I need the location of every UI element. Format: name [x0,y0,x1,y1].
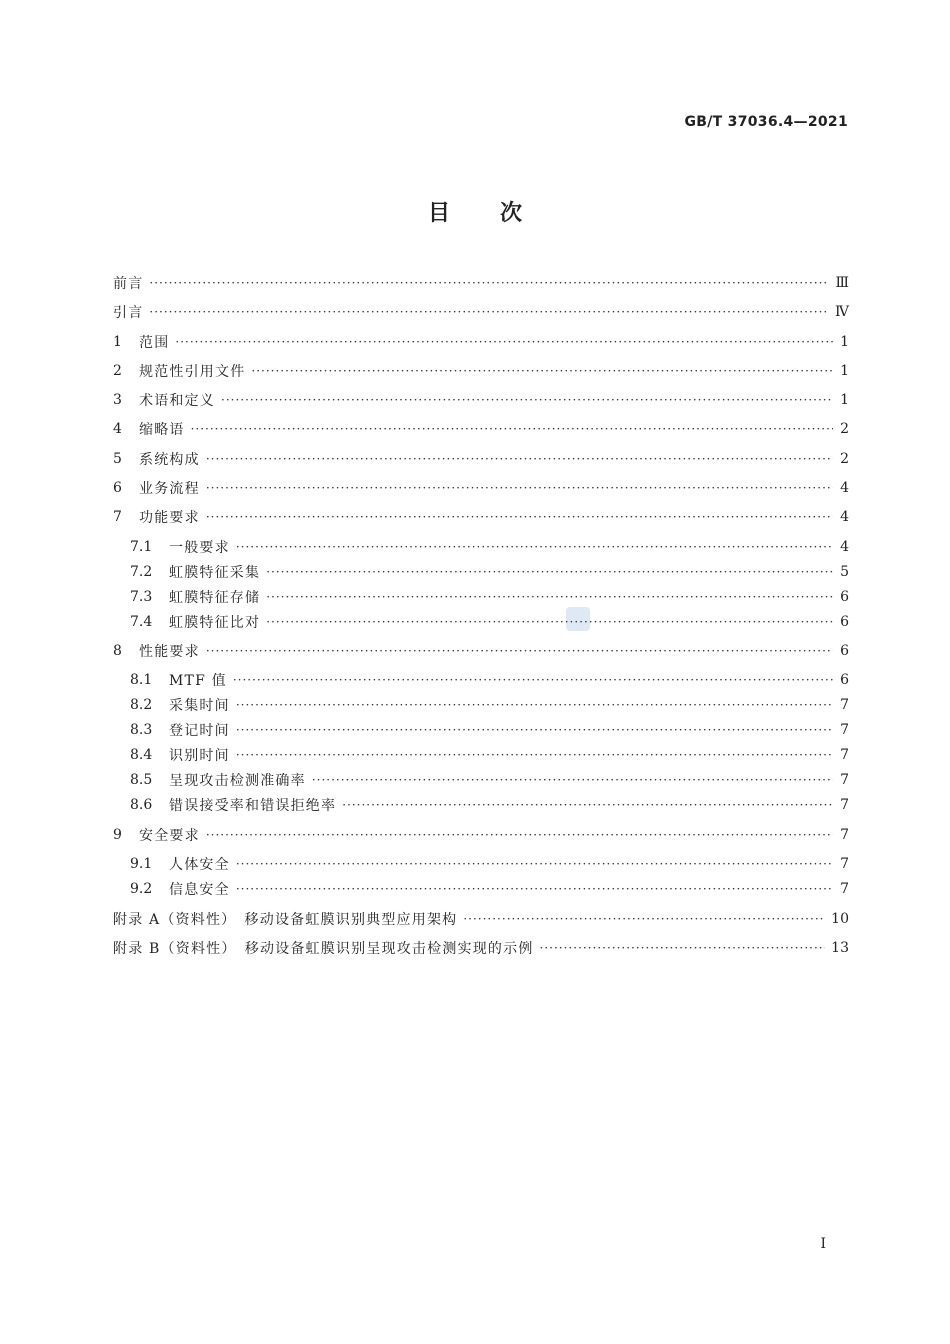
toc-entry-label: 虹膜特征比对 [169,615,261,631]
toc-entry-label: 系统构成 [139,452,200,468]
toc-entry-label: 引言 [113,305,144,321]
toc-leader-dots [149,276,829,290]
toc-entry-number: 1 [113,334,122,350]
toc-entry-number: 8.1 [130,672,153,688]
toc-leader-dots [206,828,833,842]
page-title: 目次 [427,201,572,226]
toc-entry[interactable] [113,448,849,470]
toc-leader-dots [266,590,833,604]
toc-entry[interactable] [130,586,849,608]
toc-entry-number: 8 [113,643,122,659]
toc-entry[interactable] [113,360,849,382]
toc-entry[interactable] [113,824,849,846]
toc-leader-dots [342,798,833,812]
toc-entry-label: 功能要求 [139,510,200,526]
toc-entry-page: 10 [831,911,849,927]
toc-entry[interactable] [130,536,849,558]
toc-leader-dots [236,723,833,737]
toc-entry-label: 前言 [113,276,144,292]
toc-entry-page: 13 [831,940,849,956]
toc-leader-dots [463,912,825,926]
toc-entry-label: 规范性引用文件 [139,364,246,380]
toc-entry-number: 8.2 [130,697,153,713]
toc-entry-page: 7 [840,827,849,843]
toc-entry[interactable] [130,719,849,741]
toc-entry-page: 2 [840,451,849,467]
toc-entry-page: 7 [840,772,849,788]
toc-entry-label: 业务流程 [139,481,200,497]
toc-entry-label: 范围 [139,335,170,351]
toc-leader-dots [236,540,833,554]
toc-entry-label: 虹膜特征采集 [169,565,261,581]
toc-entry-number: 8.5 [130,772,153,788]
toc-entry-page: 7 [840,881,849,897]
toc-entry[interactable] [113,389,849,411]
toc-leader-dots [221,393,833,407]
toc-entry[interactable] [130,853,849,875]
toc-entry-label: MTF 值 [169,673,227,689]
toc-entry[interactable] [130,878,849,900]
toc-entry[interactable] [113,908,849,930]
toc-entry[interactable] [113,272,849,294]
toc-entry[interactable] [130,794,849,816]
toc-entry-page: 6 [840,589,849,605]
toc-entry-page: 1 [840,334,849,350]
toc-leader-dots [149,305,829,319]
toc-entry[interactable] [130,611,849,633]
toc-entry-label: 错误接受率和错误拒绝率 [169,798,337,814]
toc-entry-number: 8.3 [130,722,153,738]
toc-entry-page: 7 [840,722,849,738]
toc-entry-number: 7 [113,509,122,525]
toc-entry-number: 7.3 [130,589,153,605]
toc-entry-label: 术语和定义 [139,393,215,409]
toc-entry-page: Ⅳ [835,304,849,320]
toc-entry-page: 5 [840,564,849,580]
toc-entry-page: 1 [840,392,849,408]
toc-entry[interactable] [130,769,849,791]
toc-entry-label: 呈现攻击检测准确率 [169,773,306,789]
toc-leader-dots [191,422,833,436]
toc-entry[interactable] [130,744,849,766]
toc-entry-page: 4 [840,509,849,525]
toc-entry-label: 缩略语 [139,422,185,438]
toc-entry-page: 7 [840,797,849,813]
toc-entry[interactable] [130,561,849,583]
toc-leader-dots [236,857,833,871]
toc-entry-page: 4 [840,480,849,496]
toc-entry-number: 7.2 [130,564,153,580]
toc-leader-dots [266,565,833,579]
toc-entry-page: 2 [840,421,849,437]
toc-leader-dots [206,481,833,495]
toc-entry-number: 7.4 [130,614,153,630]
toc-leader-dots [266,615,833,629]
toc-entry-number: 8.6 [130,797,153,813]
toc-entry-label: 信息安全 [169,882,230,898]
toc-entry-label: 一般要求 [169,540,230,556]
toc-entry-page: 6 [840,614,849,630]
toc-entry[interactable] [113,506,849,528]
toc-leader-dots [233,673,833,687]
toc-entry[interactable] [113,477,849,499]
page-number: I [820,1236,826,1252]
toc-leader-dots [206,452,833,466]
toc-entry-number: 8.4 [130,747,153,763]
toc-entry-label: 采集时间 [169,698,230,714]
document-code: GB/T 37036.4—2021 [684,114,848,130]
toc-leader-dots [312,773,833,787]
toc-entry-page: 6 [840,643,849,659]
toc-leader-dots [540,941,826,955]
toc-leader-dots [236,748,833,762]
toc-entry[interactable] [113,331,849,353]
toc-entry-number: 9.2 [130,881,153,897]
toc-entry-label: 附录 B（资料性） 移动设备虹膜识别呈现攻击检测实现的示例 [113,941,534,957]
toc-leader-dots [206,510,833,524]
toc-entry[interactable] [113,640,849,662]
toc-entry-label: 人体安全 [169,857,230,873]
toc-entry-number: 9 [113,827,122,843]
toc-entry-label: 性能要求 [139,644,200,660]
toc-entry-number: 3 [113,392,122,408]
toc-entry[interactable] [130,694,849,716]
toc-entry-number: 2 [113,363,122,379]
toc-entry-page: 7 [840,856,849,872]
toc-entry-page: 4 [840,539,849,555]
toc-entry-number: 4 [113,421,122,437]
toc-entry-label: 虹膜特征存储 [169,590,261,606]
toc-entry-number: 9.1 [130,856,153,872]
toc-entry-page: 1 [840,363,849,379]
toc-leader-dots [251,364,833,378]
toc-entry-label: 附录 A（资料性） 移动设备虹膜识别典型应用架构 [113,912,458,928]
toc-entry-page: 7 [840,747,849,763]
toc-entry[interactable] [113,418,849,440]
toc-entry-page: Ⅲ [835,275,849,291]
toc-entry-page: 6 [840,672,849,688]
toc-entry-label: 登记时间 [169,723,230,739]
toc-leader-dots [236,882,833,896]
toc-entry-label: 识别时间 [169,748,230,764]
toc-entry[interactable] [113,937,849,959]
toc-entry-number: 5 [113,451,122,467]
toc-entry-page: 7 [840,697,849,713]
toc-entry[interactable] [113,301,849,323]
toc-leader-dots [236,698,833,712]
toc-entry-number: 6 [113,480,122,496]
toc-entry-number: 7.1 [130,539,153,555]
toc-leader-dots [175,335,833,349]
toc-leader-dots [206,644,833,658]
toc-entry[interactable] [130,669,849,691]
toc-entry-label: 安全要求 [139,828,200,844]
